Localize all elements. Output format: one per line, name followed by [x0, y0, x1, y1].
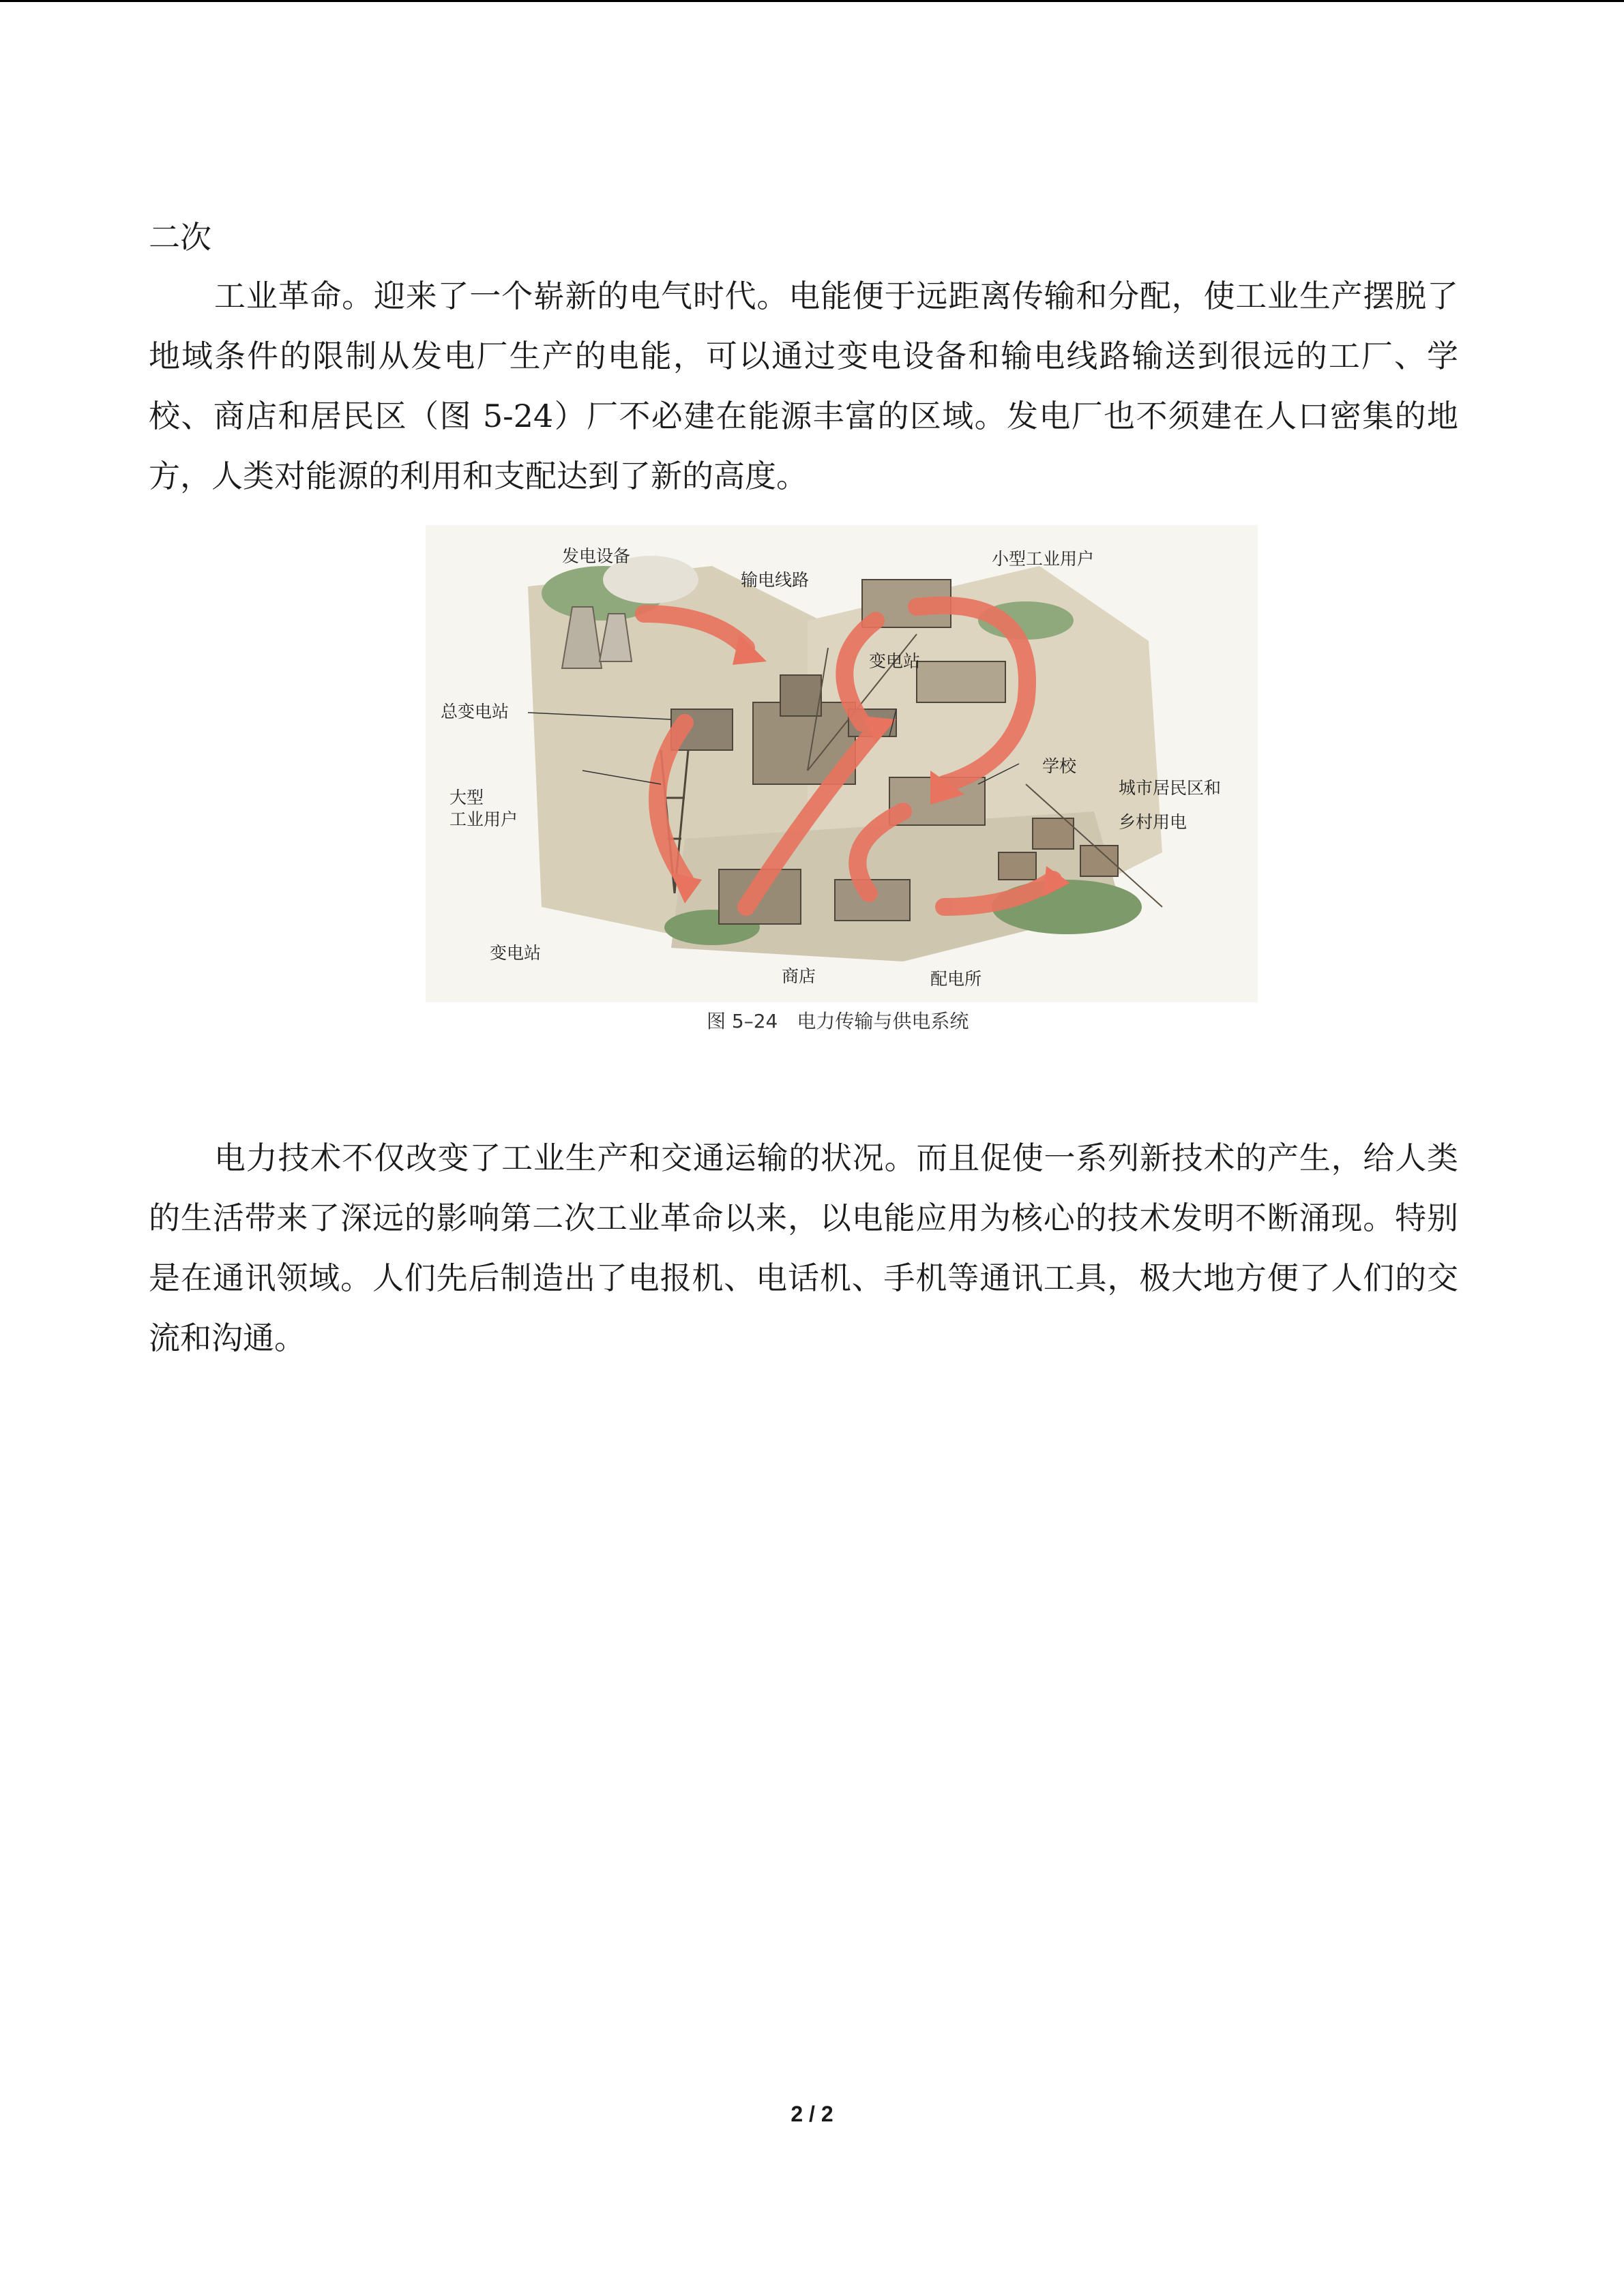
factory-block	[780, 675, 821, 716]
label-power-plant: 发电设备	[562, 546, 631, 566]
house	[999, 852, 1036, 880]
paragraph-2: 电力技术不仅改变了工业生产和交通运输的状况。而且促使一系列新技术的产生，给人类的生活带来了深远的影响第二次工业革命以来，以电能应用为核心的技术发明不断涌现。特别是在通讯领域。人们先后制造出了电报机、电话机、手机等通讯工具，极大地方便了人们的交流和沟通。	[149, 1139, 1458, 1356]
paragraph-1: 工业革命。迎来了一个崭新的电气时代。电能便于远距离传输和分配，使工业生产摆脱了地域条件的限制从发电厂生产的电能，可以通过变电设备和输电线路输送到很远的工厂、学校、商店和居民区（图 5-24）厂不必建在能源丰富的区域。发电厂也不须建在人口密集的地方，人类对能源的利用和支配达到了新的高度。	[149, 278, 1458, 494]
tree-cluster	[992, 880, 1142, 934]
label-main-substation: 总变电站	[441, 702, 510, 721]
house	[1033, 818, 1074, 849]
label-residential-2: 乡村用电	[1119, 812, 1187, 832]
label-distribution: 配电所	[930, 969, 982, 989]
warehouse	[917, 661, 1005, 702]
label-school: 学校	[1042, 756, 1077, 776]
label-transmission-line: 输电线路	[741, 570, 810, 590]
page-number: 2 / 2	[791, 2102, 833, 2126]
figure-power-system	[426, 525, 1258, 1052]
section-heading: 二次	[149, 219, 211, 256]
label-shop: 商店	[782, 966, 816, 986]
label-substation-bottom: 变电站	[490, 943, 542, 963]
power-system-illustration	[426, 525, 1258, 1002]
top-border	[0, 0, 1624, 2]
label-residential: 城市居民区和	[1119, 778, 1222, 798]
label-substation-top: 变电站	[869, 651, 921, 671]
label-large-industry: 大型	[449, 788, 484, 807]
label-large-industry-2: 工业用户	[449, 809, 518, 829]
label-small-industry: 小型工业用户	[992, 549, 1095, 569]
figure-caption: 图 5–24 电力传输与供电系统	[707, 1010, 969, 1032]
